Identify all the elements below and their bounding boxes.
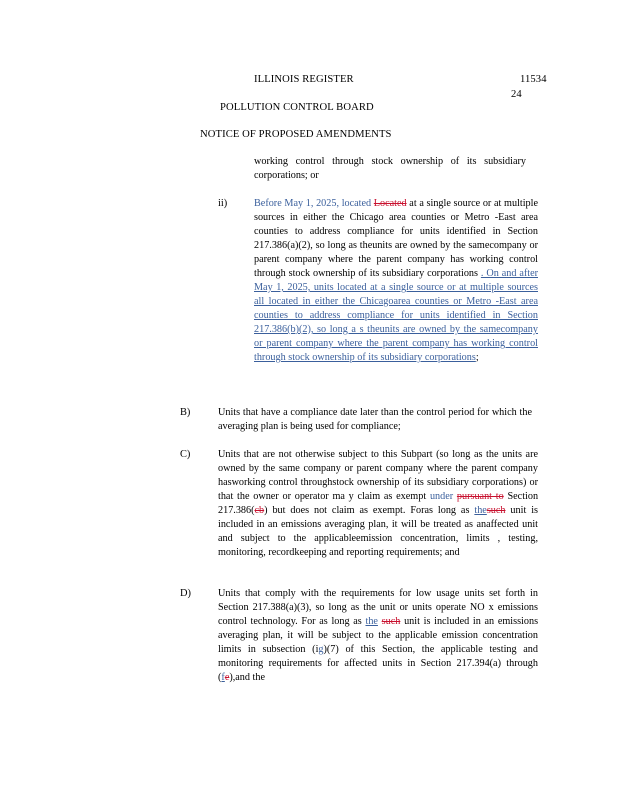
issue-number: 24 <box>511 89 522 100</box>
deleted-text: Located <box>373 198 407 209</box>
body-text: unit is included in an emissions averaging plan, it will be treated as anaffected unit and subject to the applicableemission concentration, limits , testing, monitoring, recordkeeping and reporting requirements; and <box>218 505 538 558</box>
deleted-text: e <box>224 672 230 683</box>
body-text: ),and the <box>229 672 265 683</box>
page-number: 11534 <box>520 74 547 85</box>
inserted-text: Before May 1, 2025, located <box>254 198 372 209</box>
inserted-text: . On and after May 1, 2025, units located at a single source or at multiple sources all located in either the Chicagoarea counties or Metro -East area counties to address compliance for units identified in Section 217.386(b)(2), so long a s theunits are owned by the samecompany or parent company where the parent company has working control through stock ownership of its subsidiary corporations <box>254 268 538 363</box>
item-b-label: B) <box>180 407 191 418</box>
body-text: Units that are not otherwise subject to this Subpart (so long as the units are owned by the same company or parent company where the parent company hasworking control throughstock ownership of its subsidiary corporations) or that the owner or operator ma y claim as exempt <box>218 449 538 502</box>
item-b-paragraph: Units that have a compliance date later than the control period for which the averaging plan is being used for compliance; <box>218 407 532 432</box>
body-text: Section <box>507 491 539 502</box>
body-text: ; <box>475 352 479 363</box>
deleted-text: such <box>381 616 401 627</box>
inserted-text: under <box>429 491 454 502</box>
body-text: 217.386( <box>218 505 255 516</box>
body-text: unit is included in an emissions averaging plan, it will be subject to the applicable emission concentration limits in subsection (i <box>218 616 539 655</box>
deleted-text: cb <box>254 505 265 516</box>
continuation-paragraph: working control through stock ownership of its subsidiary corporations; or <box>254 156 526 181</box>
item-c-label: C) <box>180 449 191 460</box>
inserted-text: the <box>365 616 378 627</box>
item-c-paragraph <box>218 448 538 560</box>
notice-title: NOTICE OF PROPOSED AMENDMENTS <box>200 129 392 140</box>
deleted-text: such <box>486 505 506 516</box>
register-title: ILLINOIS REGISTER <box>254 74 354 85</box>
item-ii-paragraph <box>254 197 538 365</box>
body-text: )(7) of this Section, the applicable testing and monitoring requirements for affected units in Section 217.394(a) through ( <box>218 644 538 683</box>
item-d-paragraph <box>218 587 538 685</box>
inserted-text: the <box>474 505 487 516</box>
body-text: ) but does not claim as exempt. Foras long as <box>264 505 470 516</box>
agency-name: POLLUTION CONTROL BOARD <box>220 102 374 113</box>
deleted-text: pursuant to <box>456 491 504 502</box>
item-ii-label: ii) <box>218 198 228 209</box>
body-text: Units that comply with the requirements for low usage units set forth in Section 217.388(a)(3), so long as the unit or units operate NO x emissions control technology. For as long as <box>218 588 538 627</box>
inserted-text: g <box>318 644 324 655</box>
inserted-text: f <box>221 672 225 683</box>
item-d-label: D) <box>180 588 191 599</box>
body-text: at a single source or at multiple sources in either the Chicago area counties or Metro -East area counties to address compliance for units identified in Section 217.386(a)(2), so long as theunits are owned by the samecompany or parent company where the parent company has working control through stock ownership of its subsidiary corporations <box>254 198 538 279</box>
